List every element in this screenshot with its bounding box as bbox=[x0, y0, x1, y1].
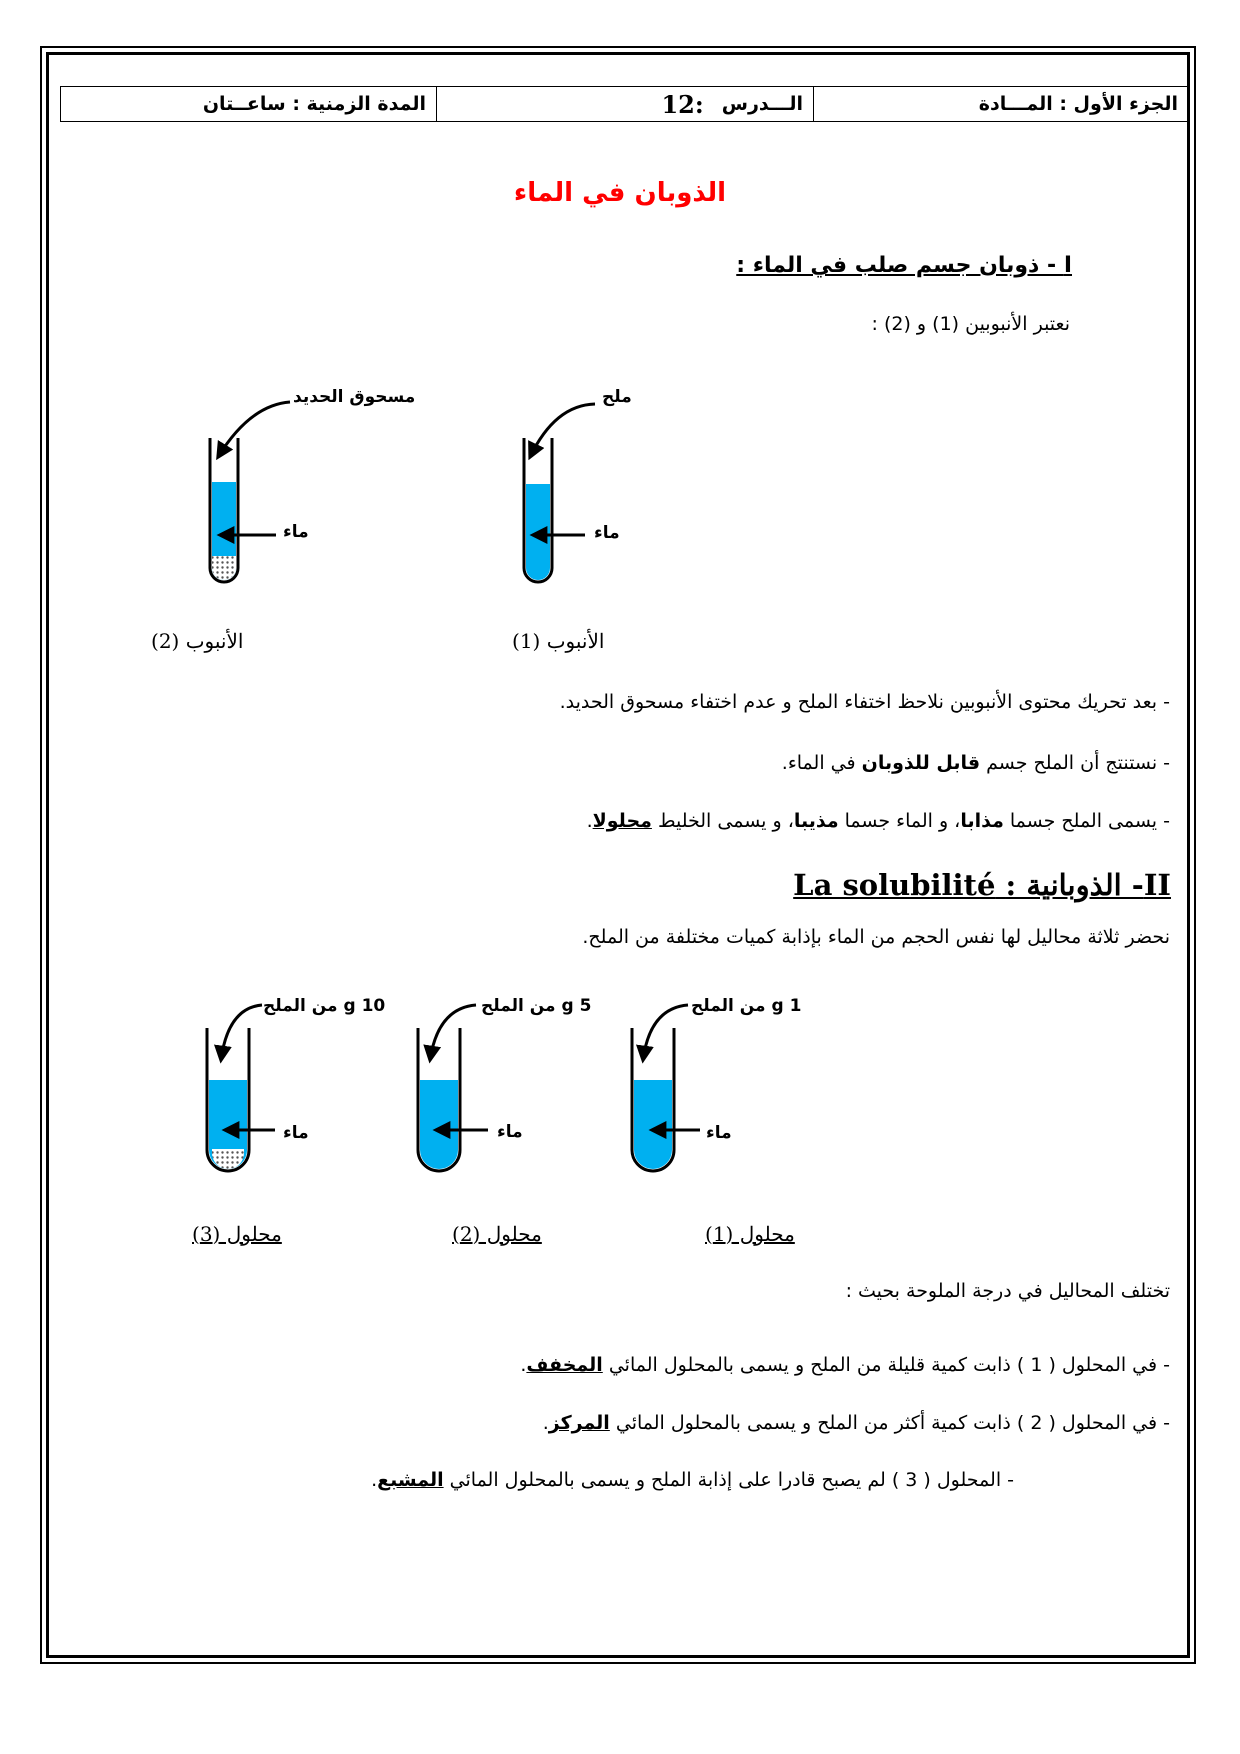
solution2-diagram bbox=[418, 1005, 488, 1171]
solvent-term: مذيبا bbox=[793, 810, 839, 832]
section1-heading: I - ذوبان جسم صلب في الماء : bbox=[736, 253, 1072, 278]
lesson-number: 12: bbox=[661, 89, 704, 119]
section2-heading-fr: La solubilité bbox=[793, 868, 996, 902]
solution-term: محلولا bbox=[592, 810, 652, 832]
solution1-caption: محلول (1) bbox=[705, 1222, 795, 1246]
tube1-diagram bbox=[524, 404, 595, 582]
solution3-pointer-arrow bbox=[221, 1005, 262, 1060]
solution1-water bbox=[634, 1080, 672, 1169]
line3-part-g: . bbox=[586, 810, 593, 832]
section1-intro: نعتبر الأنبوبين (1) و (2) : bbox=[871, 313, 1070, 335]
tube2-iron-powder bbox=[212, 556, 236, 580]
tube1-water-label: ماء bbox=[594, 523, 620, 543]
s2-line1-c: . bbox=[520, 1354, 527, 1376]
line2-part-c: في الماء. bbox=[781, 752, 862, 774]
solution2-water bbox=[420, 1080, 458, 1169]
s2-line2-c: . bbox=[542, 1412, 549, 1434]
s2-line3-c: . bbox=[371, 1469, 378, 1491]
tube2-water-label: ماء bbox=[283, 522, 309, 542]
line2-part-a: - نستنتج أن الملح جسم bbox=[980, 752, 1170, 774]
section2-heading-ar: II- الذوبانية : bbox=[1005, 868, 1171, 902]
s2-line2-a: - في المحلول ( 2 ) ذابت كمية أكثر من الملح و يسمى بالمحلول المائي bbox=[609, 1412, 1170, 1434]
solution2-top-label: 5 g من الملح bbox=[481, 996, 592, 1016]
saturated-term: المشبع bbox=[377, 1469, 444, 1491]
solution1-water-label: ماء bbox=[706, 1123, 732, 1143]
solution3-top-label: 10 g من الملح bbox=[263, 996, 386, 1016]
header-duration: المدة الزمنية : ساعــتان bbox=[202, 93, 426, 115]
concentrated-term: المركز bbox=[548, 1412, 610, 1434]
header-part-subject: الجزء الأول : المـــادة bbox=[813, 87, 1188, 121]
tube1-pointer-arrow bbox=[530, 404, 595, 457]
section2-line-intro: تختلف المحاليل في درجة الملوحة بحيث : bbox=[845, 1280, 1170, 1302]
soluble-term: قابل للذوبان bbox=[861, 752, 981, 774]
lesson-label: الـــدرس bbox=[721, 93, 803, 115]
section1-line1: - بعد تحريك محتوى الأنبوبين نلاحظ اختفاء الملح و عدم اختفاء مسحوق الحديد. bbox=[559, 691, 1170, 713]
dilute-term: المخفف bbox=[526, 1354, 603, 1376]
tube1-caption: الأنبوب (1) bbox=[512, 629, 605, 653]
solution3-diagram bbox=[207, 1005, 275, 1171]
tube1-water bbox=[526, 484, 550, 580]
solution3-water-label: ماء bbox=[283, 1123, 309, 1143]
s2-line3-a: - المحلول ( 3 ) لم يصبح قادرا على إذابة الملح و يسمى بالمحلول المائي bbox=[443, 1469, 1014, 1491]
line3-part-e: ، و يسمى الخليط bbox=[651, 810, 794, 832]
tube2-top-label: مسحوق الحديد bbox=[293, 387, 416, 407]
solution2-caption: محلول (2) bbox=[452, 1222, 542, 1246]
line3-part-a: - يسمى الملح جسما bbox=[1003, 810, 1170, 832]
s2-line1-a: - في المحلول ( 1 ) ذابت كمية قليلة من الملح و يسمى بالمحلول المائي bbox=[602, 1354, 1170, 1376]
section2-intro: نحضر ثلاثة محاليل لها نفس الحجم من الماء بإذابة كميات مختلفة من الملح. bbox=[582, 926, 1170, 948]
solution2-water-label: ماء bbox=[497, 1122, 523, 1142]
solution1-pointer-arrow bbox=[643, 1005, 688, 1060]
page-title: الذوبان في الماء bbox=[513, 178, 727, 208]
line3-part-c: ، و الماء جسما bbox=[838, 810, 961, 832]
tube2-pointer-arrow bbox=[218, 402, 290, 457]
solution3-caption: محلول (3) bbox=[192, 1222, 282, 1246]
solution1-top-label: 1 g من الملح bbox=[691, 996, 802, 1016]
tube1-top-label: ملح bbox=[602, 387, 632, 407]
tube2-diagram bbox=[210, 402, 290, 582]
solution1-diagram bbox=[632, 1005, 700, 1171]
tube2-caption: الأنبوب (2) bbox=[151, 629, 244, 653]
solution2-pointer-arrow bbox=[430, 1005, 476, 1060]
solute-term: مذابا bbox=[960, 810, 1004, 832]
